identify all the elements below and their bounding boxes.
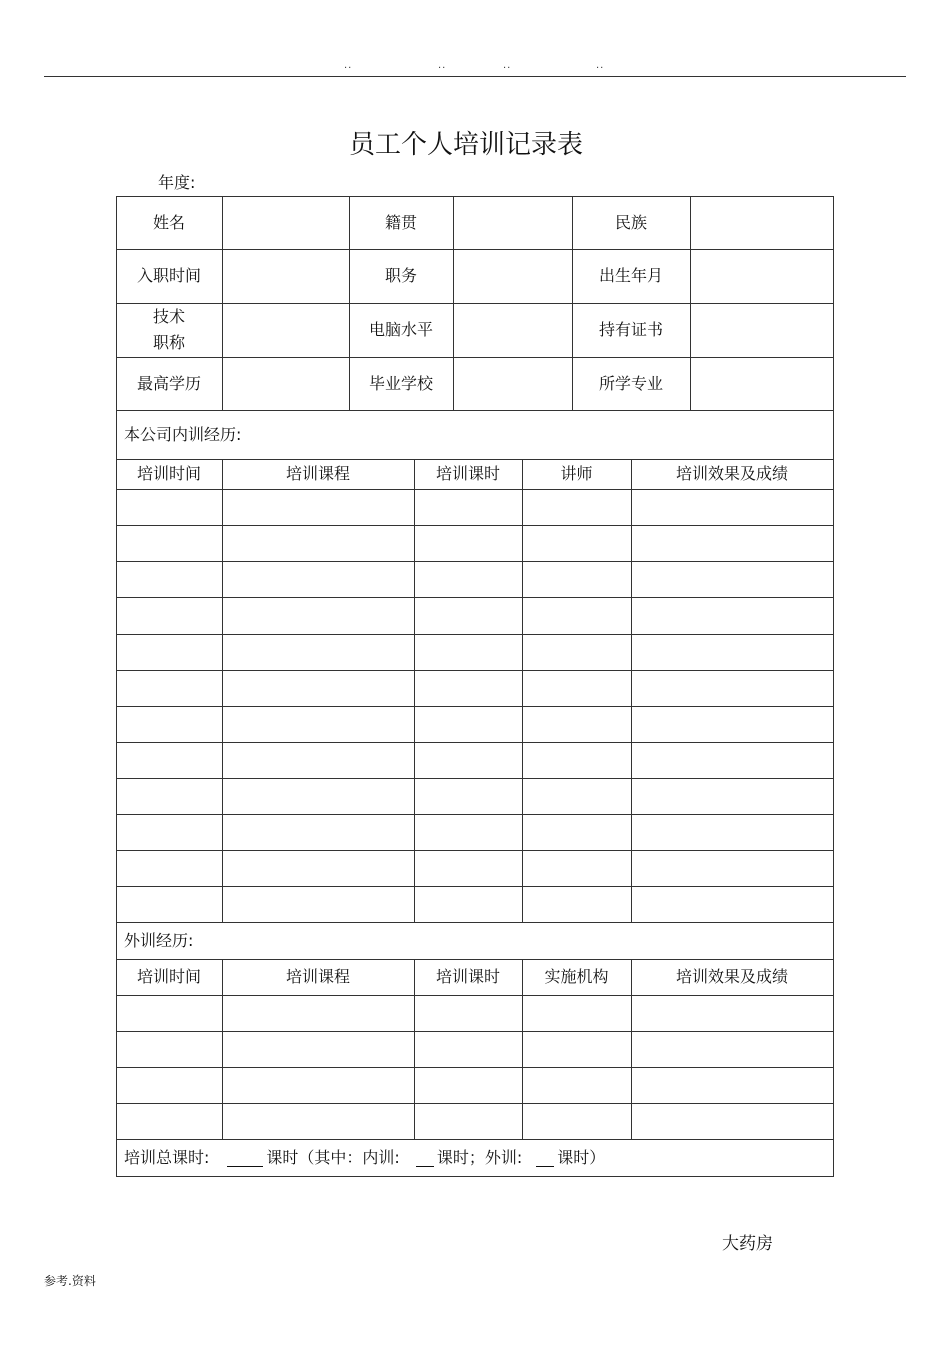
label-school: 毕业学校 (368, 373, 433, 393)
label-certificates: 持有证书 (598, 320, 663, 339)
table-vline (631, 459, 632, 922)
external-col-result: 培训效果及成绩 (675, 967, 788, 986)
certificates-field[interactable] (690, 303, 833, 357)
table-hline (116, 1067, 834, 1068)
external-col-institution: 实施机构 (544, 967, 609, 986)
label-position: 职务 (384, 266, 417, 285)
footer-reference: 参考.资料 (44, 1274, 96, 1288)
major-field[interactable] (690, 357, 833, 410)
internal-col-time: 培训时间 (136, 464, 201, 483)
internal-col-lecturer: 讲师 (560, 464, 593, 483)
label-major: 所学专业 (598, 373, 663, 393)
table-vline (222, 459, 223, 922)
school-field[interactable] (453, 357, 572, 410)
external-col-time: 培训时间 (136, 967, 201, 986)
header-dots: .. (344, 60, 353, 71)
external-section-label: 外训经历: (124, 930, 194, 950)
internal-hours-blank[interactable] (416, 1148, 434, 1167)
table-vline (833, 196, 834, 1177)
internal-section-label: 本公司内训经历: (124, 424, 242, 444)
document-title: 员工个人培训记录表 (348, 130, 583, 160)
label-birth-date: 出生年月 (598, 266, 663, 285)
name-field[interactable] (222, 196, 349, 249)
position-field[interactable] (453, 249, 572, 303)
table-hline (116, 995, 834, 996)
total-hours-blank[interactable] (227, 1148, 263, 1167)
label-name: 姓名 (152, 212, 185, 232)
birth-date-field[interactable] (690, 249, 833, 303)
table-hline (116, 814, 834, 815)
computer-level-field[interactable] (453, 303, 572, 357)
header-dots: .. (438, 60, 447, 71)
table-hline (116, 742, 834, 743)
table-hline (116, 1031, 834, 1032)
company-name: 大药房 (722, 1234, 773, 1254)
table-hline (116, 1176, 834, 1177)
summary-hours-mid: 课时；外训: (436, 1147, 523, 1167)
label-education: 最高学历 (136, 373, 201, 393)
table-hline (116, 886, 834, 887)
label-tech-title-line2: 职称 (152, 333, 185, 352)
header-dots: .. (596, 60, 605, 71)
ethnicity-field[interactable] (690, 196, 833, 249)
table-hline (116, 597, 834, 598)
summary-total-label: 培训总课时: (124, 1147, 210, 1167)
table-hline (116, 850, 834, 851)
label-computer-level: 电脑水平 (368, 320, 433, 339)
header-rule (44, 76, 906, 77)
join-date-field[interactable] (222, 249, 349, 303)
internal-col-hours: 培训课时 (435, 464, 500, 483)
table-hline (116, 670, 834, 671)
native-place-field[interactable] (453, 196, 572, 249)
summary-hours-close: 课时） (557, 1147, 606, 1167)
summary-row (116, 1139, 833, 1176)
external-hours-blank[interactable] (536, 1148, 554, 1167)
year-label: 年度: (158, 173, 196, 192)
internal-col-result: 培训效果及成绩 (675, 464, 788, 483)
label-ethnicity: 民族 (614, 212, 647, 232)
table-hline (116, 525, 834, 526)
label-native-place: 籍贯 (384, 212, 417, 232)
table-hline (116, 634, 834, 635)
external-col-course: 培训课程 (285, 967, 350, 986)
tech-title-field[interactable] (222, 303, 349, 357)
table-vline (414, 459, 415, 922)
table-hline (116, 489, 834, 490)
header-dots: .. (503, 60, 512, 71)
external-col-hours: 培训课时 (435, 967, 500, 986)
education-field[interactable] (222, 357, 349, 410)
table-hline (116, 778, 834, 779)
label-tech-title (116, 303, 222, 357)
table-hline (116, 561, 834, 562)
label-join-date: 入职时间 (136, 266, 201, 285)
table-hline (116, 706, 834, 707)
table-vline (522, 459, 523, 922)
label-tech-title-line1: 技术 (152, 307, 185, 326)
summary-hours-open: 课时（其中：内训: (266, 1147, 400, 1167)
table-hline (116, 1103, 834, 1104)
internal-col-course: 培训课程 (285, 464, 350, 483)
